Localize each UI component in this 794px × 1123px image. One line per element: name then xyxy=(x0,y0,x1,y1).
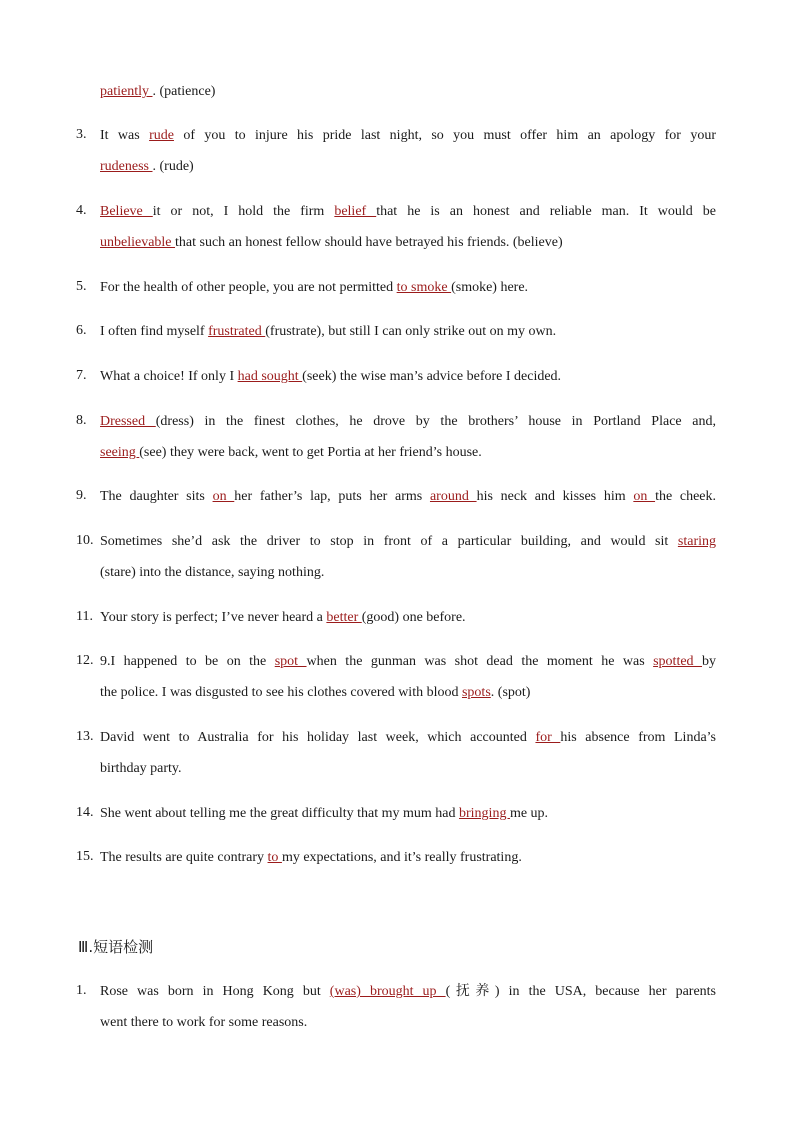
item-6-line: I often find myself frustrated (frustrate), but still I can only strike out on my own. xyxy=(100,324,557,339)
answer-belief: belief xyxy=(334,204,377,219)
item-13-line-1: David went to Australia for his holiday last week, which accounted for his absence from Linda’s xyxy=(100,730,716,745)
answer-better: better xyxy=(326,610,362,625)
item-number: 5. xyxy=(76,279,87,294)
item-4-line-2: unbelievable that such an honest fellow should have betrayed his friends. (believe) xyxy=(100,235,563,250)
answer-for: for xyxy=(535,730,561,745)
item-number: 11. xyxy=(76,609,93,624)
answer-rudeness: rudeness xyxy=(100,159,153,174)
answer-frustrated: frustrated xyxy=(208,324,266,339)
item-13-line-2: birthday party. xyxy=(100,761,182,776)
item-4-line-1: Believe it or not, I hold the firm belief that he is an honest and reliable man. It would be xyxy=(100,204,717,219)
item-number: 10. xyxy=(76,533,94,548)
item-2-line: patiently . (patience) xyxy=(100,84,216,99)
answer-bringing: bringing xyxy=(459,806,510,821)
item-number: 1. xyxy=(76,983,87,998)
item-number: 9. xyxy=(76,488,87,503)
item-12-line-2: the police. I was disgusted to see his clothes covered with blood spots. (spot) xyxy=(100,685,531,700)
item-3-line-1: It was rude of you to injure his pride last night, so you must offer him an apology for your xyxy=(100,128,716,143)
answer-rude: rude xyxy=(149,128,174,143)
phrase-item-1-line-2: went there to work for some reasons. xyxy=(100,1015,308,1030)
item-number: 6. xyxy=(76,323,87,338)
answer-had-sought: had sought xyxy=(237,369,303,384)
item-number: 8. xyxy=(76,413,87,428)
answer-believe: Believe xyxy=(100,204,153,219)
answer-spot: spot xyxy=(274,654,307,669)
answer-dressed: Dressed xyxy=(100,414,156,429)
answer-unbelievable: unbelievable xyxy=(100,235,176,250)
answer-to-smoke: to smoke xyxy=(396,280,452,295)
item-10-line-2: (stare) into the distance, saying nothing. xyxy=(100,565,325,580)
answer-staring: staring xyxy=(677,534,716,549)
answer-on-2: on xyxy=(633,489,656,504)
phrase-item-1-line-1: Rose was born in Hong Kong but (was) brought up (抚养) in the USA, because her parents xyxy=(100,984,716,999)
item-number: 13. xyxy=(76,729,94,744)
item-number: 3. xyxy=(76,127,87,142)
item-9-line: The daughter sits on her father’s lap, puts her arms around his neck and kisses him on the cheek. xyxy=(100,489,717,504)
item-10-line-1: Sometimes she’d ask the driver to stop in front of a particular building, and would sit staring xyxy=(100,534,716,549)
section-heading: Ⅲ.短语检测 xyxy=(78,938,154,956)
item-5-line: For the health of other people, you are not permitted to smoke (smoke) here. xyxy=(100,280,529,295)
item-15-line: The results are quite contrary to my expectations, and it’s really frustrating. xyxy=(100,850,522,865)
answer-seeing: seeing xyxy=(100,445,140,460)
item-14-line: She went about telling me the great difficulty that my mum had bringing me up. xyxy=(100,806,549,821)
answer-spotted: spotted xyxy=(653,654,703,669)
item-number: 12. xyxy=(76,653,94,668)
item-number: 4. xyxy=(76,203,87,218)
item-12-line-1: 9.I happened to be on the spot when the gunman was shot dead the moment he was spotted by xyxy=(100,654,717,669)
answer-to: to xyxy=(267,850,282,865)
item-8-line-1: Dressed (dress) in the finest clothes, he drove by the brothers’ house in Portland Place and, xyxy=(100,414,716,429)
answer-spots: spots xyxy=(461,685,491,700)
answer-on: on xyxy=(212,489,235,504)
item-3-line-2: rudeness . (rude) xyxy=(100,159,194,174)
answer-around: around xyxy=(429,489,477,504)
item-number: 15. xyxy=(76,849,94,864)
item-7-line: What a choice! If only I had sought (seek) the wise man’s advice before I decided. xyxy=(100,369,562,384)
answer-was-brought-up: (was) brought up xyxy=(329,984,446,999)
item-8-line-2: seeing (see) they were back, went to get Portia at her friend’s house. xyxy=(100,445,482,460)
item-11-line: Your story is perfect; I’ve never heard a better (good) one before. xyxy=(100,610,466,625)
item-number: 7. xyxy=(76,368,87,383)
item-number: 14. xyxy=(76,805,94,820)
answer-patiently: patiently xyxy=(100,84,153,99)
